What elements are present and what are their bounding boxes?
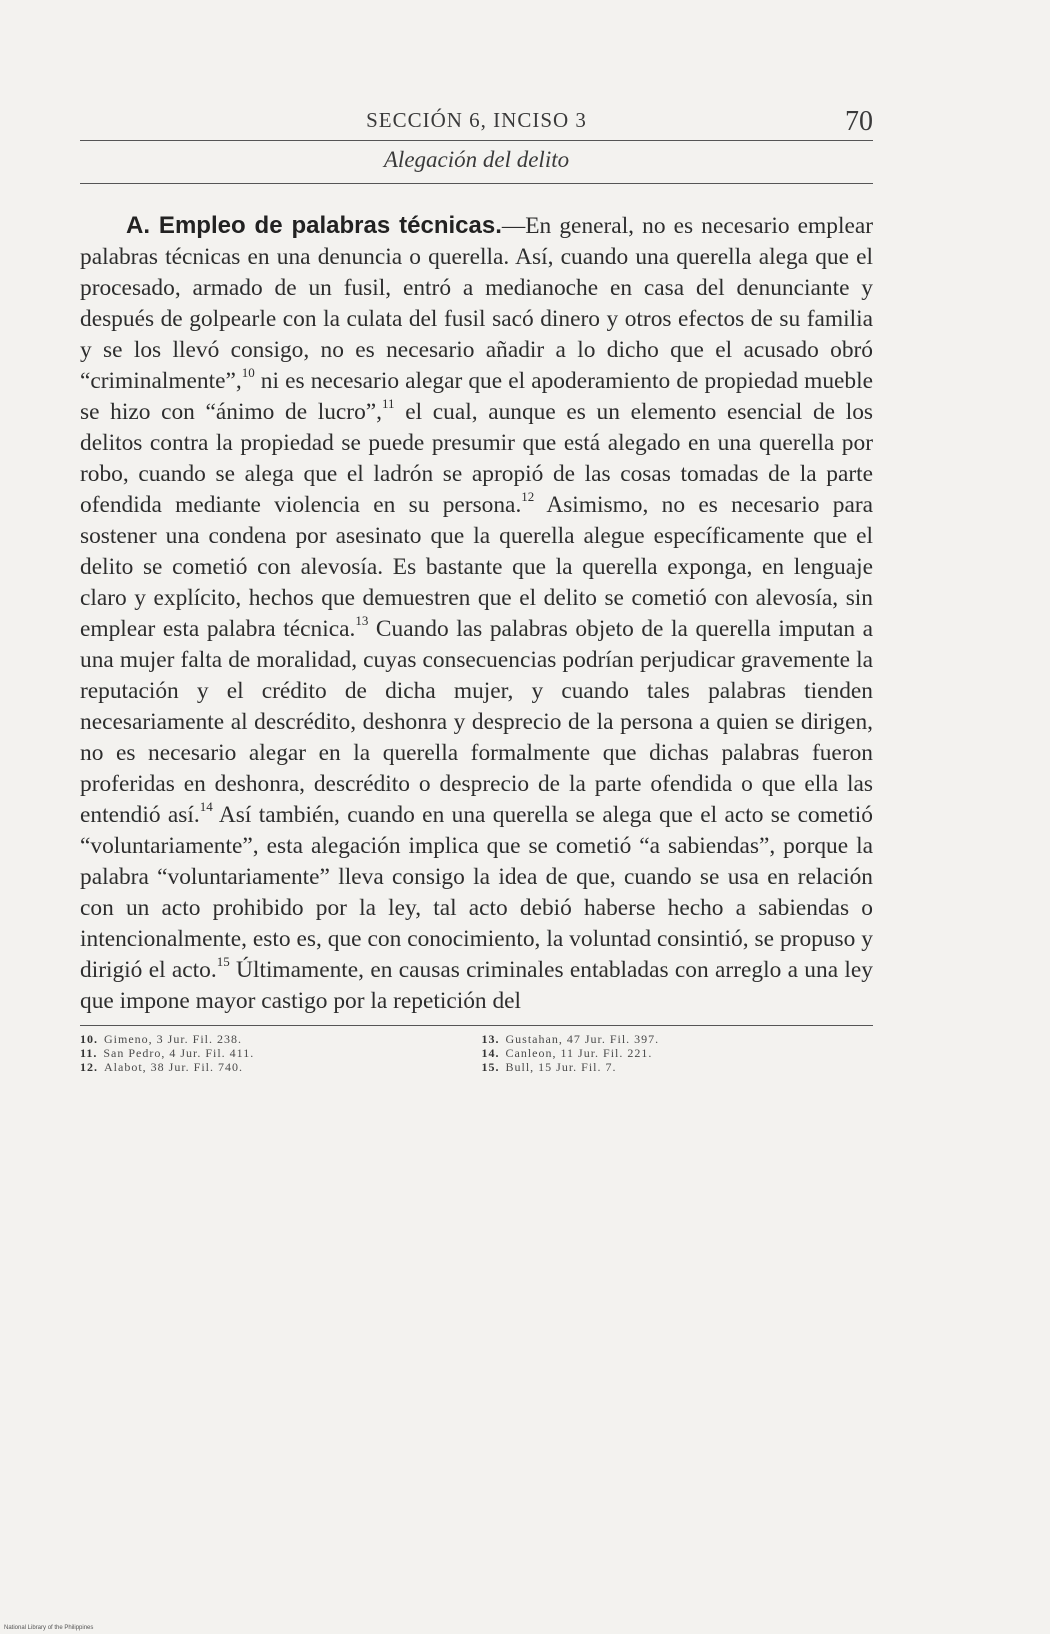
footnote-rule: [80, 1025, 873, 1026]
page-subtitle: Alegación del delito: [383, 147, 570, 172]
text-segment: Asimismo, no es necesario para sostener una condena por asesinato que la querella alegue específicamente que el delito se cometió con alevosía. Es bastante que la querella exponga, en lenguaje claro y explícito, hechos que demuestren que el delito se cometió con alevosía, sin emplear esta palabra técnica.: [80, 492, 873, 642]
footnote: [80, 1032, 472, 1046]
footnote-ref: 13: [355, 613, 369, 628]
text-segment: ni es necesario alegar que el apoderamiento de propiedad mueble se hizo con “ánimo de lucro”,: [80, 368, 873, 425]
footnotes-right-column: [472, 1032, 874, 1074]
footnote-text: San Pedro, 4 Jur. Fil. 411.: [103, 1046, 255, 1060]
footnote-text: Alabot, 38 Jur. Fil. 740.: [104, 1060, 244, 1074]
footnote-text: Gustahan, 47 Jur. Fil. 397.: [505, 1032, 660, 1046]
footnote-ref: 15: [216, 954, 230, 969]
footnote-ref: 12: [521, 489, 535, 504]
body-paragraph: [80, 210, 873, 1017]
section-title: SECCIÓN 6, INCISO 3: [366, 108, 587, 132]
text-segment: Cuando las palabras objeto de la querella imputan a una mujer falta de moralidad, cuyas consecuencias podrían perjudicar gravemente la reputación y el crédito de dicha mujer, y cuando tales palabras tienden necesariamente al descrédito, deshonra y desprecio de la persona a quien se dirigen, no es necesario alegar en la querella formalmente que dichas palabras fueron proferidas en deshonra, descrédito o desprecio de la parte ofendida o que ella las entendió así.: [80, 616, 874, 828]
footnote-number: 10.: [80, 1032, 98, 1046]
header-rule-bottom: [80, 183, 873, 184]
paragraph-heading: A. Empleo de palabras técnicas.: [126, 212, 502, 239]
page-number: 70: [845, 106, 873, 137]
footnote: [482, 1060, 874, 1074]
footnote: [80, 1060, 472, 1074]
footnote-ref: 14: [199, 799, 213, 814]
footnote-text: Bull, 15 Jur. Fil. 7.: [505, 1060, 617, 1074]
book-page: [80, 100, 873, 1074]
footnote: [482, 1046, 874, 1060]
text-segment: el cual, aunque es un elemento esencial de los delitos contra la propiedad se puede presumir que está alegado en una querella por robo, cuando se alega que el ladrón se apropió de las cosas tomadas de la parte ofendida mediante violencia en su persona.: [80, 399, 873, 518]
scan-credit: National Library of the Philippines: [4, 1625, 94, 1631]
text-segment: Últimamente, en causas criminales entabladas con arreglo a una ley que impone mayor castigo por la repetición del: [80, 957, 873, 1014]
text-segment: Así también, cuando en una querella se alega que el acto se cometió “voluntariamente”, esta alegación implica que se cometió “a sabiendas”, porque la palabra “voluntariamente” lleva consigo la idea de que, cuando se usa en relación con un acto prohibido por la ley, tal acto debió haberse hecho a sabiendas o intencionalmente, esto es, que con conocimiento, la voluntad consintió, se propuso y dirigió el acto.: [80, 802, 873, 983]
footnote: [80, 1046, 472, 1060]
footnote-number: 15.: [481, 1060, 500, 1074]
footnote-ref: 10: [241, 365, 255, 380]
footnote-text: Canleon, 11 Jur. Fil. 221.: [505, 1046, 653, 1060]
footnotes: [80, 1032, 873, 1074]
running-header: [80, 100, 873, 140]
footnote-ref: 11: [382, 396, 395, 411]
footnote-number: 14.: [481, 1046, 500, 1060]
footnote-number: 12.: [80, 1060, 98, 1074]
text-segment: —En general, no es necesario emplear palabras técnicas en una denuncia o querella. Así, cuando una querella alega que el procesado, armado de un fusil, entró a medianoche en casa del denunciante y después de golpearle con la culata del fusil sacó dinero y otros efectos de su familia y se los llevó consigo, no es necesario añadir a lo dicho que el acusado obró “criminalmente”,: [80, 213, 873, 394]
footnote: [482, 1032, 874, 1046]
footnotes-left-column: [80, 1032, 472, 1074]
footnote-text: Gimeno, 3 Jur. Fil. 238.: [104, 1032, 243, 1046]
footnote-number: 11.: [80, 1046, 98, 1060]
footnote-number: 13.: [481, 1032, 500, 1046]
